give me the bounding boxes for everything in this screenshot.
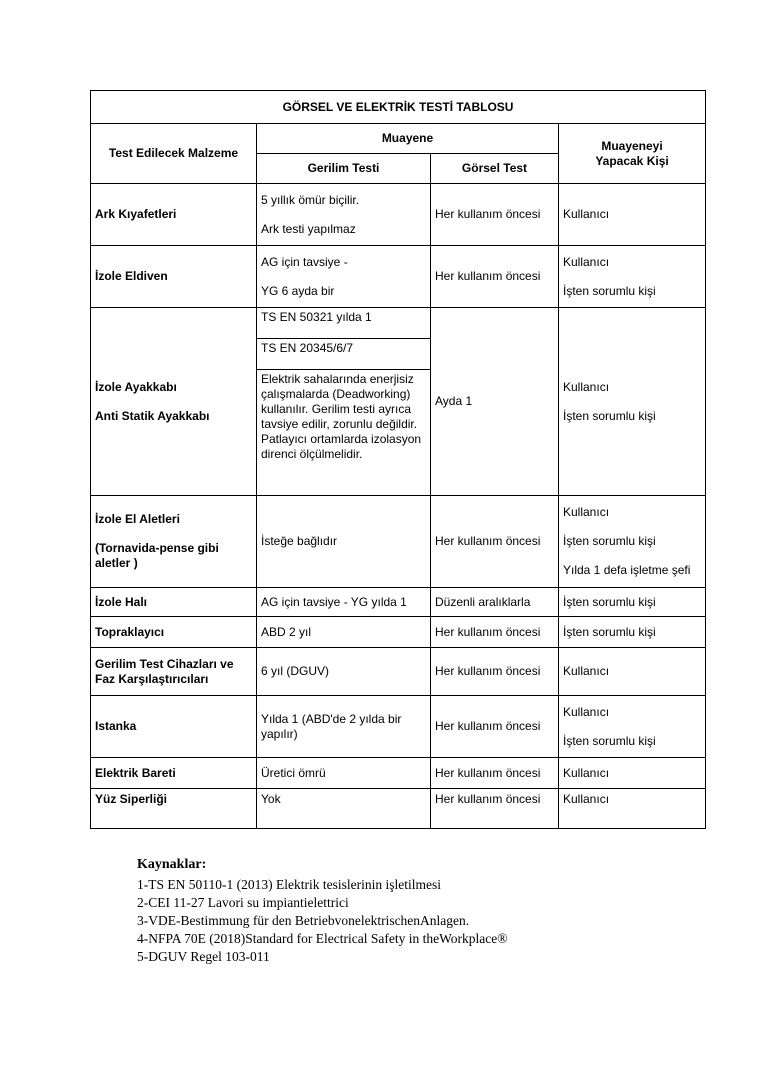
table-row [91,758,706,789]
header-inspector-line1: Muayeneyi [601,138,663,153]
voltage-cell: Yok [257,789,431,829]
table-row [91,617,706,648]
inspector-line: İşten sorumlu kişi [563,733,656,748]
inspector-cell [559,246,706,308]
inspector-line: İşten sorumlu kişi [563,283,656,298]
voltage-line: YG 6 ayda bir [261,283,335,298]
material-line: (Tornavida-pense gibi aletler ) [95,541,219,570]
voltage-cell [257,246,431,308]
inspector-line: Yılda 1 defa işletme şefi [563,563,691,577]
inspector-cell: İşten sorumlu kişi [559,617,706,648]
material-cell: Ark Kıyafetleri [91,184,257,246]
inspector-cell [559,496,706,588]
material-cell [91,496,257,588]
header-voltage-test: Gerilim Testi [257,154,431,184]
voltage-cell: ABD 2 yıl [257,617,431,648]
inspector-cell: Kullanıcı [559,184,706,246]
inspector-line: Kullanıcı [563,505,610,519]
voltage-cell: Yılda 1 (ABD'de 2 yılda bir yapılır) [257,696,431,758]
visual-cell: Her kullanım öncesi [431,617,559,648]
visual-cell: Her kullanım öncesi [431,496,559,588]
material-cell [91,308,257,496]
table-row [91,588,706,617]
voltage-cell: 6 yıl (DGUV) [257,648,431,696]
voltage-cell: Elektrik sahalarında enerjisiz çalışmalarda (Deadworking) kullanılır. Gerilim testi ayrıca tavsiye edilir, zorunlu değildir. Patlayıcı ortamlarda izolasyon direnci ölçülmelidir. [257,370,431,496]
inspector-cell: Kullanıcı [559,758,706,789]
inspector-line: İşten sorumlu kişi [563,534,656,548]
voltage-cell: İsteğe bağlıdır [257,496,431,588]
inspector-line: İşten sorumlu kişi [563,408,656,423]
material-cell: İzole Halı [91,588,257,617]
sources-heading: Kaynaklar: [137,857,207,872]
visual-cell: Her kullanım öncesi [431,246,559,308]
material-cell: İzole Eldiven [91,246,257,308]
voltage-line: AG için tavsiye - [261,254,348,269]
header-visual-test: Görsel Test [431,154,559,184]
material-cell: Topraklayıcı [91,617,257,648]
header-inspection: Muayene [257,124,559,154]
material-cell: Elektrik Bareti [91,758,257,789]
voltage-cell: Üretici ömrü [257,758,431,789]
inspector-cell [559,308,706,496]
material-line: Anti Statik Ayakkabı [95,408,210,423]
voltage-line: Ark testi yapılmaz [261,221,356,236]
visual-cell: Her kullanım öncesi [431,696,559,758]
source-item: 4-NFPA 70E (2018)Standard for Electrical Safety in theWorkplace® [137,931,508,946]
header-material: Test Edilecek Malzeme [91,124,257,184]
table-row [91,184,706,246]
header-inspector [559,124,706,184]
material-cell: Yüz Siperliği [91,789,257,829]
voltage-cell: AG için tavsiye - YG yılda 1 [257,588,431,617]
visual-cell: Her kullanım öncesi [431,789,559,829]
inspector-cell: İşten sorumlu kişi [559,588,706,617]
inspector-cell [559,696,706,758]
table-row [91,648,706,696]
visual-cell: Ayda 1 [431,308,559,496]
material-cell: Istanka [91,696,257,758]
voltage-cell [257,184,431,246]
visual-cell: Her kullanım öncesi [431,758,559,789]
inspector-cell: Kullanıcı [559,648,706,696]
source-item: 2-CEI 11-27 Lavori su impiantielettrici [137,895,349,910]
table-row [91,696,706,758]
inspector-line: Kullanıcı [563,254,610,269]
visual-cell: Düzenli aralıklarla [431,588,559,617]
inspection-table [90,90,706,829]
table-title: GÖRSEL VE ELEKTRİK TESTİ TABLOSU [91,91,706,124]
material-line: İzole Ayakkabı [95,379,177,394]
table-row [91,496,706,588]
sources-section [137,856,697,966]
source-item: 5-DGUV Regel 103-011 [137,949,270,964]
visual-cell: Her kullanım öncesi [431,184,559,246]
source-item: 3-VDE-Bestimmung für den BetriebvonelektrischenAnlagen. [137,913,470,928]
table-row [91,308,706,339]
material-cell: Gerilim Test Cihazları ve Faz Karşılaştırıcıları [91,648,257,696]
inspector-cell: Kullanıcı [559,789,706,829]
material-line: İzole El Aletleri [95,512,180,526]
inspector-line: Kullanıcı [563,704,610,719]
inspector-line: Kullanıcı [563,379,610,394]
voltage-cell: TS EN 50321 yılda 1 [257,308,431,339]
table-row [91,246,706,308]
visual-cell: Her kullanım öncesi [431,648,559,696]
voltage-cell: TS EN 20345/6/7 [257,339,431,370]
voltage-line: 5 yıllık ömür biçilir. [261,192,360,207]
header-inspector-line2: Yapacak Kişi [595,153,669,168]
table-row [91,789,706,829]
source-item: 1-TS EN 50110-1 (2013) Elektrik tesislerinin işletilmesi [137,877,441,892]
